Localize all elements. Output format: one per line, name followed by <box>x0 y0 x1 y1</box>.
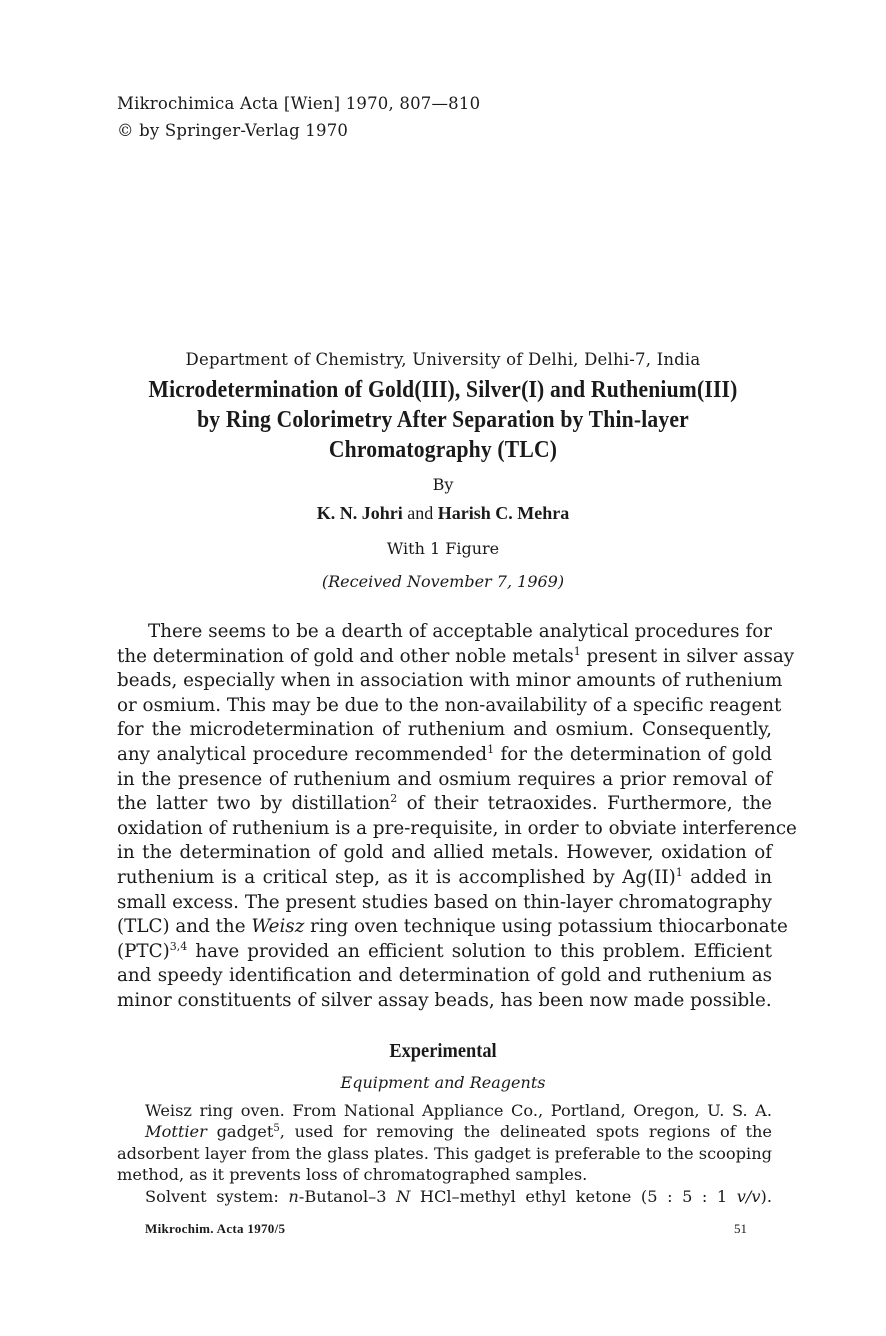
emphasis-mottier: Mottier <box>145 1122 207 1142</box>
journal-citation: Mikrochimica Acta [Wien] 1970, 807—810 <box>117 94 481 113</box>
article-title-line-2: by Ring Colorimetry After Separation by Thin-layer <box>197 407 689 433</box>
intro-line: for the microdetermination of ruthenium and osmium. Consequently, <box>117 719 772 741</box>
affiliation: Department of Chemistry, University of Delhi, Delhi-7, India <box>185 350 701 369</box>
intro-line: oxidation of ruthenium is a pre-requisite, in order to obviate interference <box>117 817 797 839</box>
emphasis-weisz: Weisz <box>251 916 305 938</box>
intro-line: the determination of gold and other noble metals$^1$ present in silver assay <box>117 644 795 667</box>
intro-line: or osmium. This may be due to the non-availability of a specific reagent <box>117 694 782 716</box>
intro-line: in the presence of ruthenium and osmium requires a prior removal of <box>117 768 772 790</box>
subsection-heading-equipment: Equipment and Reagents <box>340 1073 546 1092</box>
intro-line: There seems to be a dearth of acceptable analytical procedures for <box>148 621 772 642</box>
article-title-line-1: Microdetermination of Gold(III), Silver(I) and Ruthenium(III) <box>148 377 738 403</box>
by-label: By <box>432 475 454 494</box>
intro-line: and speedy identification and determination of gold and ruthenium as <box>117 965 772 987</box>
intro-line: any analytical procedure recommended$^1$ for the determination of gold <box>117 742 773 765</box>
author-mehra: Harish C. Mehra <box>437 503 570 523</box>
intro-paragraph <box>117 620 797 1014</box>
received-date: (Received November 7, 1969) <box>321 572 565 591</box>
figure-note: With 1 Figure <box>386 539 500 558</box>
method-line: Mottier gadget$^5$, used for removing the delineated spots regions of the <box>145 1122 773 1142</box>
author-johri: K. N. Johri <box>316 503 403 523</box>
citation-ref: 5 <box>273 1123 280 1135</box>
method-line: adsorbent layer from the glass plates. This gadget is preferable to the scooping <box>117 1143 772 1163</box>
intro-line: the latter two by distillation$^2$ of their tetraoxides. Furthermore, the <box>117 792 773 815</box>
section-heading-experimental: Experimental <box>389 1040 497 1062</box>
method-line: Solvent system: n-Butanol–3 N HCl–methyl ethyl ketone (5 : 5 : 1 v/v). <box>145 1186 772 1206</box>
method-line: Weisz ring oven. From National Appliance Co., Portland, Oregon, U. S. A. <box>145 1101 772 1120</box>
citation-ref: 1 <box>675 865 683 879</box>
intro-line: (TLC) and the Weisz ring oven technique using potassium thiocarbonate <box>117 916 788 938</box>
method-line: method, as it prevents loss of chromatographed samples. <box>117 1165 588 1185</box>
intro-line: (PTC)$^{3,4}$ have provided an efficient solution to this problem. Efficient <box>117 939 772 962</box>
intro-line: minor constituents of silver assay beads, has been now made possible. <box>117 989 772 1011</box>
article-title-line-3: Chromatography (TLC) <box>328 437 558 463</box>
copyright-line: © by Springer-Verlag 1970 <box>117 121 349 140</box>
citation-ref: 1 <box>573 644 581 658</box>
equipment-paragraph <box>117 1100 772 1207</box>
intro-line: in the determination of gold and allied metals. However, oxidation of <box>117 842 772 864</box>
citation-ref: 3,4 <box>169 939 188 953</box>
author-conjunction: and <box>407 503 434 523</box>
page-number: 51 <box>734 1221 747 1236</box>
authors <box>0 503 886 524</box>
citation-ref: 1 <box>487 742 495 756</box>
intro-line: beads, especially when in association with minor amounts of ruthenium <box>117 670 783 692</box>
intro-line: ruthenium is a critical step, as it is accomplished by Ag(II)$^1$ added in <box>117 865 772 888</box>
citation-ref: 2 <box>390 792 398 806</box>
footer-journal: Mikrochim. Acta 1970/5 <box>145 1221 286 1236</box>
intro-line: small excess. The present studies based on thin-layer chromatography <box>117 891 772 913</box>
